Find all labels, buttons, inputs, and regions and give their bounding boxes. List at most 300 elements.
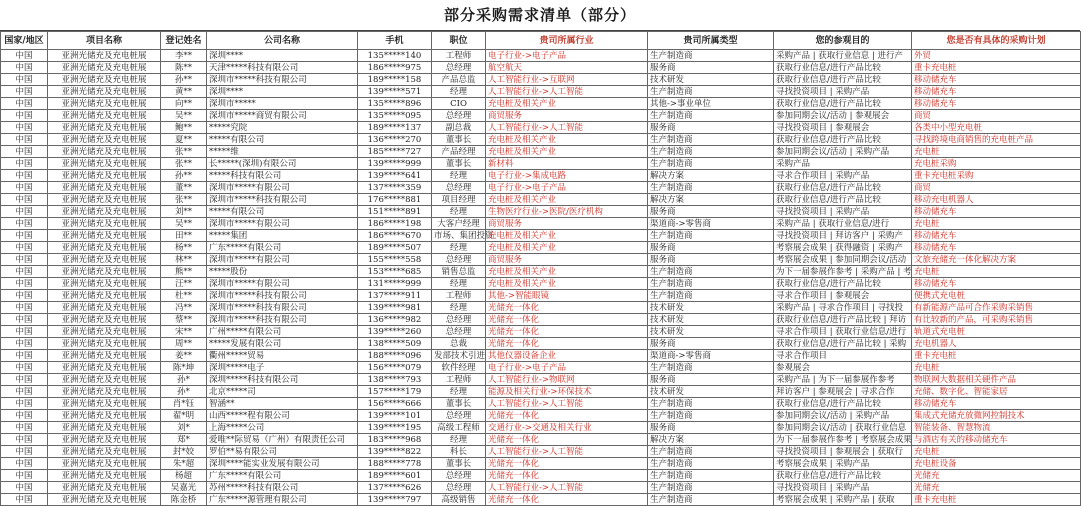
cell-position: 项目经理	[432, 194, 486, 206]
cell-purpose: 寻找投资项目 | 拜访客户 | 采购产	[774, 230, 912, 242]
cell-project: 亚洲光储充及充电桩展	[48, 62, 161, 74]
cell-phone: 185*****727	[358, 146, 432, 158]
cell-phone: 186*****975	[358, 62, 432, 74]
cell-purchase-plan: 重卡充电桩采购	[912, 170, 1081, 182]
table-row	[1, 482, 1081, 494]
cell-country: 中国	[1, 218, 48, 230]
cell-project: 亚洲光储充及充电桩展	[48, 482, 161, 494]
cell-purpose: 为下一届参展作参考 | 采购产品 | 考	[774, 266, 912, 278]
header-industry: 贵司所属行业	[486, 32, 648, 50]
cell-purpose: 寻找投资项目 | 采购产品	[774, 86, 912, 98]
cell-position: 产品总监	[432, 74, 486, 86]
header-purpose: 您的参观目的	[774, 32, 912, 50]
cell-country: 中国	[1, 350, 48, 362]
cell-type: 服务商	[648, 374, 774, 386]
cell-country: 中国	[1, 74, 48, 86]
cell-position: 科长	[432, 446, 486, 458]
cell-type: 生产制造商	[648, 362, 774, 374]
cell-phone: 157*****179	[358, 386, 432, 398]
cell-company: 上海*****公司	[207, 422, 358, 434]
cell-industry: 生物医疗行业->医院/医疗机构	[486, 206, 648, 218]
cell-position: 总经理	[432, 62, 486, 74]
cell-name: 黄**	[161, 86, 207, 98]
cell-industry: 能源及相关行业->环保技术	[486, 386, 648, 398]
cell-purpose: 参加同期会议/活动 | 获取行业信息	[774, 422, 912, 434]
cell-purchase-plan: 充储、数字化、智能家居	[912, 386, 1081, 398]
cell-country: 中国	[1, 266, 48, 278]
cell-type: 生产制造商	[648, 290, 774, 302]
cell-project: 亚洲光储充及充电桩展	[48, 434, 161, 446]
cell-type: 生产制造商	[648, 266, 774, 278]
cell-purpose: 获取行业信息/进行产品比较	[774, 194, 912, 206]
cell-country: 中国	[1, 86, 48, 98]
cell-phone: 137*****626	[358, 482, 432, 494]
table-row	[1, 218, 1081, 230]
cell-purpose: 获取行业信息/进行产品比较 | 拜访	[774, 314, 912, 326]
cell-purchase-plan: 充电机器人	[912, 338, 1081, 350]
cell-name: 孙**	[161, 74, 207, 86]
cell-industry: 光储充一体化	[486, 410, 648, 422]
cell-phone: 136*****982	[358, 314, 432, 326]
table-row	[1, 86, 1081, 98]
cell-position: 市场、集团投资	[432, 230, 486, 242]
cell-name: 宋**	[161, 326, 207, 338]
header-country: 国家/地区	[1, 32, 48, 50]
cell-industry: 电子行业->电子产品	[486, 50, 648, 62]
cell-purchase-plan: 有比较新的产品，可采购采销售	[912, 314, 1081, 326]
cell-country: 中国	[1, 338, 48, 350]
cell-position: 经理	[432, 242, 486, 254]
cell-country: 中国	[1, 122, 48, 134]
cell-purpose: 寻找投资项目 | 采购产品	[774, 206, 912, 218]
cell-country: 中国	[1, 146, 48, 158]
cell-phone: 186*****670	[358, 230, 432, 242]
cell-industry: 电子行业->集成电路	[486, 170, 648, 182]
cell-position: 总经理	[432, 314, 486, 326]
cell-name: 鲍**	[161, 122, 207, 134]
cell-country: 中国	[1, 326, 48, 338]
cell-name: 董**	[161, 182, 207, 194]
cell-phone: 137*****911	[358, 290, 432, 302]
cell-position: 副总裁	[432, 122, 486, 134]
cell-phone: 176*****881	[358, 194, 432, 206]
cell-purpose: 获取行业信息/进行产品比较	[774, 74, 912, 86]
cell-country: 中国	[1, 374, 48, 386]
cell-purchase-plan: 充电桩	[912, 218, 1081, 230]
cell-phone: 153*****685	[358, 266, 432, 278]
cell-country: 中国	[1, 62, 48, 74]
cell-name: 周**	[161, 338, 207, 350]
cell-name: 孙*	[161, 374, 207, 386]
cell-industry: 充电桩及相关产业	[486, 134, 648, 146]
cell-company: 天津*****科技有限公司	[207, 62, 358, 74]
table-row	[1, 422, 1081, 434]
table-row	[1, 146, 1081, 158]
cell-purpose: 获取行业信息/进行产品比较	[774, 278, 912, 290]
cell-name: 吴**	[161, 218, 207, 230]
table-row	[1, 62, 1081, 74]
cell-type: 服务商	[648, 206, 774, 218]
cell-purpose: 为下一届参展作参考 | 考察展会成果	[774, 434, 912, 446]
cell-name: 冯**	[161, 302, 207, 314]
cell-purpose: 寻求合作项目 | 获取行业信息/进行	[774, 326, 912, 338]
cell-position: 董事长	[432, 158, 486, 170]
cell-name: 孙*	[161, 386, 207, 398]
cell-project: 亚洲光储充及充电桩展	[48, 194, 161, 206]
cell-phone: 135*****140	[358, 50, 432, 62]
cell-country: 中国	[1, 98, 48, 110]
cell-phone: 188*****096	[358, 350, 432, 362]
cell-country: 中国	[1, 410, 48, 422]
cell-purpose: 获取行业信息/进行产品比较 | 采购	[774, 338, 912, 350]
cell-project: 亚洲光储充及充电桩展	[48, 290, 161, 302]
cell-purchase-plan: 寻找跨境电商销售的充电桩产品	[912, 134, 1081, 146]
cell-purpose: 参观展会	[774, 362, 912, 374]
cell-industry: 商贸服务	[486, 218, 648, 230]
cell-purpose: 参加同期会议/活动 | 采购产品	[774, 146, 912, 158]
cell-country: 中国	[1, 158, 48, 170]
cell-project: 亚洲光储充及充电桩展	[48, 350, 161, 362]
cell-phone: 131*****999	[358, 278, 432, 290]
cell-company: *****有限公司	[207, 134, 358, 146]
cell-purpose: 采购产品 | 寻求合作项目 | 寻找投	[774, 302, 912, 314]
cell-industry: 充电桩及相关产业	[486, 278, 648, 290]
cell-industry: 电子行业->电子产品	[486, 182, 648, 194]
cell-purpose: 考察展会成果 | 采购产品	[774, 458, 912, 470]
cell-position: 大客户经理	[432, 218, 486, 230]
cell-name: 张**	[161, 194, 207, 206]
cell-purchase-plan: 集成式充储充放微网控制技术	[912, 410, 1081, 422]
table-row	[1, 254, 1081, 266]
cell-country: 中国	[1, 254, 48, 266]
cell-phone: 183*****968	[358, 434, 432, 446]
cell-industry: 充电桩及相关产业	[486, 98, 648, 110]
cell-position: 经理	[432, 206, 486, 218]
cell-position: 董事长	[432, 134, 486, 146]
cell-purpose: 获取行业信息/进行产品比较	[774, 470, 912, 482]
cell-type: 其他->事业单位	[648, 98, 774, 110]
cell-industry: 光储充一体化	[486, 314, 648, 326]
cell-project: 亚洲光储充及充电桩展	[48, 410, 161, 422]
cell-type: 生产制造商	[648, 50, 774, 62]
cell-purpose: 寻找投资项目 | 参观展会	[774, 122, 912, 134]
cell-position: 高级销售	[432, 494, 486, 506]
cell-position: 总经理	[432, 326, 486, 338]
table-row	[1, 350, 1081, 362]
cell-project: 亚洲光储充及充电桩展	[48, 86, 161, 98]
table-row	[1, 362, 1081, 374]
cell-company: *****股份	[207, 266, 358, 278]
cell-position: 工程师	[432, 50, 486, 62]
table-row	[1, 170, 1081, 182]
cell-type: 服务商	[648, 242, 774, 254]
cell-phone: 151*****891	[358, 206, 432, 218]
cell-company: *****科技有限公司	[207, 170, 358, 182]
cell-project: 亚洲光储充及充电桩展	[48, 338, 161, 350]
cell-company: 广州*****有限公司	[207, 326, 358, 338]
cell-purchase-plan: 光储充	[912, 470, 1081, 482]
cell-purpose: 获取行业信息/进行产品比较	[774, 134, 912, 146]
cell-industry: 光储充一体化	[486, 458, 648, 470]
cell-type: 解决方案	[648, 194, 774, 206]
page-title: 部分采购需求清单（部分）	[0, 0, 1080, 31]
table-row	[1, 410, 1081, 422]
cell-phone: 139*****981	[358, 302, 432, 314]
cell-country: 中国	[1, 398, 48, 410]
cell-purchase-plan: 移动储充车	[912, 230, 1081, 242]
cell-project: 亚洲光储充及充电桩展	[48, 422, 161, 434]
cell-name: 向**	[161, 98, 207, 110]
cell-type: 生产制造商	[648, 110, 774, 122]
cell-industry: 光储充一体化	[486, 302, 648, 314]
cell-industry: 人工智能行业->人工智能	[486, 398, 648, 410]
cell-position: 总经理	[432, 482, 486, 494]
cell-country: 中国	[1, 230, 48, 242]
table-row	[1, 278, 1081, 290]
cell-country: 中国	[1, 422, 48, 434]
table-row	[1, 74, 1081, 86]
cell-name: 吴嘉光	[161, 482, 207, 494]
cell-position: 董事长	[432, 398, 486, 410]
cell-type: 技术研发	[648, 74, 774, 86]
cell-purpose: 获取行业信息/进行产品比较	[774, 398, 912, 410]
cell-purchase-plan: 移动储充车	[912, 86, 1081, 98]
cell-project: 亚洲光储充及充电桩展	[48, 182, 161, 194]
cell-industry: 人工智能行业->互联网	[486, 74, 648, 86]
cell-country: 中国	[1, 446, 48, 458]
cell-purchase-plan: 移动储充车	[912, 242, 1081, 254]
cell-company: 深圳市*****有限公司	[207, 254, 358, 266]
cell-industry: 人工智能行业->人工智能	[486, 86, 648, 98]
cell-position: 经理	[432, 434, 486, 446]
table-row	[1, 194, 1081, 206]
cell-type: 生产制造商	[648, 494, 774, 506]
table-row	[1, 458, 1081, 470]
cell-type: 生产制造商	[648, 278, 774, 290]
cell-project: 亚洲光储充及充电桩展	[48, 446, 161, 458]
header-name: 登记姓名	[161, 32, 207, 50]
cell-name: 杨**	[161, 242, 207, 254]
table-row	[1, 266, 1081, 278]
cell-purpose: 参加同期会议/活动 | 参观展会	[774, 110, 912, 122]
cell-position: 软件经理	[432, 362, 486, 374]
cell-company: 深圳市*****有限公司	[207, 182, 358, 194]
cell-type: 服务商	[648, 62, 774, 74]
cell-purpose: 采购产品 | 获取行业信息 | 进行产	[774, 50, 912, 62]
cell-country: 中国	[1, 386, 48, 398]
cell-type: 生产制造商	[648, 134, 774, 146]
cell-industry: 新材料	[486, 158, 648, 170]
cell-type: 生产制造商	[648, 158, 774, 170]
cell-position: 经理	[432, 86, 486, 98]
cell-company: *****发展有限公司	[207, 338, 358, 350]
cell-company: 深圳市*****有限公司	[207, 218, 358, 230]
cell-purchase-plan: 便携式充电桩	[912, 290, 1081, 302]
cell-industry: 光储充一体化	[486, 326, 648, 338]
cell-purchase-plan: 充电桩设备	[912, 458, 1081, 470]
cell-country: 中国	[1, 50, 48, 62]
cell-type: 技术研发	[648, 314, 774, 326]
cell-company: 罗伯**易有限公司	[207, 446, 358, 458]
cell-industry: 其他仪器设备企业	[486, 350, 648, 362]
table-row	[1, 290, 1081, 302]
cell-type: 技术研发	[648, 302, 774, 314]
cell-company: 长*****(深圳)有限公司	[207, 158, 358, 170]
cell-purchase-plan: 有新能源产品可合作采购采销售	[912, 302, 1081, 314]
cell-phone: 186*****198	[358, 218, 432, 230]
cell-name: 翟*明	[161, 410, 207, 422]
cell-industry: 充电桩及相关产业	[486, 230, 648, 242]
cell-purpose: 获取行业信息/进行产品比较	[774, 182, 912, 194]
cell-company: 深圳市*****科技有限公司	[207, 74, 358, 86]
cell-purpose: 拜访客户 | 参观展会 | 寻求合作	[774, 386, 912, 398]
cell-name: 杨超	[161, 470, 207, 482]
cell-name: 陈**	[161, 62, 207, 74]
cell-type: 渠道商->零售商	[648, 350, 774, 362]
cell-type: 生产制造商	[648, 470, 774, 482]
header-position: 职位	[432, 32, 486, 50]
cell-company: *****集团	[207, 230, 358, 242]
cell-purpose: 采购产品 | 获取行业信息/进行	[774, 218, 912, 230]
cell-industry: 充电桩及相关产业	[486, 194, 648, 206]
table-row	[1, 206, 1081, 218]
cell-industry: 光储充一体化	[486, 434, 648, 446]
table-row	[1, 110, 1081, 122]
table-row	[1, 230, 1081, 242]
cell-position: 工程师	[432, 290, 486, 302]
cell-company: 深圳****能实业发展有限公司	[207, 458, 358, 470]
cell-purchase-plan: 充电桩	[912, 362, 1081, 374]
cell-type: 生产制造商	[648, 230, 774, 242]
cell-position: 经理	[432, 170, 486, 182]
cell-country: 中国	[1, 194, 48, 206]
cell-company: 深圳市*****有限公司	[207, 278, 358, 290]
cell-purchase-plan: 与酒店有关的移动储充车	[912, 434, 1081, 446]
cell-purchase-plan: 移动储充车	[912, 278, 1081, 290]
cell-purpose: 考察展会成果 | 参加同期会议/活动	[774, 254, 912, 266]
cell-project: 亚洲光储充及充电桩展	[48, 458, 161, 470]
cell-type: 渠道商->零售商	[648, 218, 774, 230]
cell-purchase-plan: 充电桩采购	[912, 158, 1081, 170]
cell-name: 朱*超	[161, 458, 207, 470]
table-row	[1, 158, 1081, 170]
table-row	[1, 326, 1081, 338]
cell-name: 封*姣	[161, 446, 207, 458]
table-row	[1, 182, 1081, 194]
cell-project: 亚洲光储充及充电桩展	[48, 74, 161, 86]
cell-purpose: 采购产品 | 为下一届参展作参考	[774, 374, 912, 386]
cell-position: 经理	[432, 302, 486, 314]
cell-purchase-plan: 各类中小型充电桩	[912, 122, 1081, 134]
cell-company: 深圳****	[207, 50, 358, 62]
cell-project: 亚洲光储充及充电桩展	[48, 170, 161, 182]
cell-name: 张**	[161, 146, 207, 158]
cell-position: 销售总监	[432, 266, 486, 278]
cell-purpose: 考察展会成果 | 获得融资 | 采购产	[774, 242, 912, 254]
cell-project: 亚洲光储充及充电桩展	[48, 50, 161, 62]
cell-industry: 商贸服务	[486, 110, 648, 122]
cell-name: 李**	[161, 50, 207, 62]
cell-name: 张**	[161, 158, 207, 170]
cell-project: 亚洲光储充及充电桩展	[48, 230, 161, 242]
cell-phone: 139*****195	[358, 422, 432, 434]
cell-phone: 135*****095	[358, 110, 432, 122]
cell-name: 刘**	[161, 206, 207, 218]
cell-project: 亚洲光储充及充电桩展	[48, 254, 161, 266]
cell-name: 吴**	[161, 110, 207, 122]
table-row	[1, 98, 1081, 110]
cell-type: 技术研发	[648, 386, 774, 398]
table-row	[1, 338, 1081, 350]
cell-position: 总经理	[432, 182, 486, 194]
cell-industry: 光储充一体化	[486, 338, 648, 350]
cell-country: 中国	[1, 314, 48, 326]
cell-industry: 其他->智能眼镜	[486, 290, 648, 302]
cell-purchase-plan: 物联网大数据相关硬件产品	[912, 374, 1081, 386]
cell-purpose: 采购产品	[774, 158, 912, 170]
cell-name: 田**	[161, 230, 207, 242]
cell-purchase-plan: 智能装备、智慧物流	[912, 422, 1081, 434]
cell-country: 中国	[1, 470, 48, 482]
header-phone: 手机	[358, 32, 432, 50]
cell-phone: 138*****793	[358, 374, 432, 386]
cell-type: 生产制造商	[648, 182, 774, 194]
cell-company: 深圳市*****	[207, 98, 358, 110]
cell-phone: 139*****641	[358, 170, 432, 182]
cell-industry: 人工智能行业->人工智能	[486, 122, 648, 134]
cell-country: 中国	[1, 482, 48, 494]
table-row	[1, 434, 1081, 446]
table-row	[1, 398, 1081, 410]
cell-purchase-plan: 移动充电机器人	[912, 194, 1081, 206]
cell-position: 董事长	[432, 458, 486, 470]
cell-position: 发部技术引进	[432, 350, 486, 362]
cell-country: 中国	[1, 110, 48, 122]
table-row	[1, 302, 1081, 314]
cell-company: 广东*****有限公司	[207, 470, 358, 482]
table-row	[1, 314, 1081, 326]
cell-company: *****维	[207, 146, 358, 158]
cell-company: 广东*****有限公司	[207, 242, 358, 254]
cell-position: 经理	[432, 278, 486, 290]
cell-type: 服务商	[648, 338, 774, 350]
table-row	[1, 50, 1081, 62]
cell-purpose: 寻找投资项目 | 参观展会 | 获取行	[774, 446, 912, 458]
cell-name: 刘*	[161, 422, 207, 434]
cell-country: 中国	[1, 182, 48, 194]
cell-country: 中国	[1, 278, 48, 290]
cell-country: 中国	[1, 242, 48, 254]
cell-project: 亚洲光储充及充电桩展	[48, 134, 161, 146]
cell-phone: 138*****509	[358, 338, 432, 350]
table-row	[1, 446, 1081, 458]
cell-purpose: 考察展会成果 | 采购产品 | 获取	[774, 494, 912, 506]
cell-purpose: 参加同期会议/活动 | 采购产品	[774, 410, 912, 422]
cell-phone: 139*****797	[358, 494, 432, 506]
cell-company: 深圳*****电子	[207, 362, 358, 374]
cell-purchase-plan: 移动储充车	[912, 206, 1081, 218]
cell-phone: 189*****137	[358, 122, 432, 134]
cell-purpose: 获取行业信息/进行产品比较	[774, 62, 912, 74]
cell-industry: 充电桩及相关产业	[486, 266, 648, 278]
cell-phone: 139*****999	[358, 158, 432, 170]
cell-name: 夏**	[161, 134, 207, 146]
cell-company: 深圳*****科技有限公司	[207, 374, 358, 386]
cell-name: 蔡**	[161, 314, 207, 326]
cell-industry: 商贸服务	[486, 254, 648, 266]
cell-phone: 156*****666	[358, 398, 432, 410]
cell-project: 亚洲光储充及充电桩展	[48, 98, 161, 110]
